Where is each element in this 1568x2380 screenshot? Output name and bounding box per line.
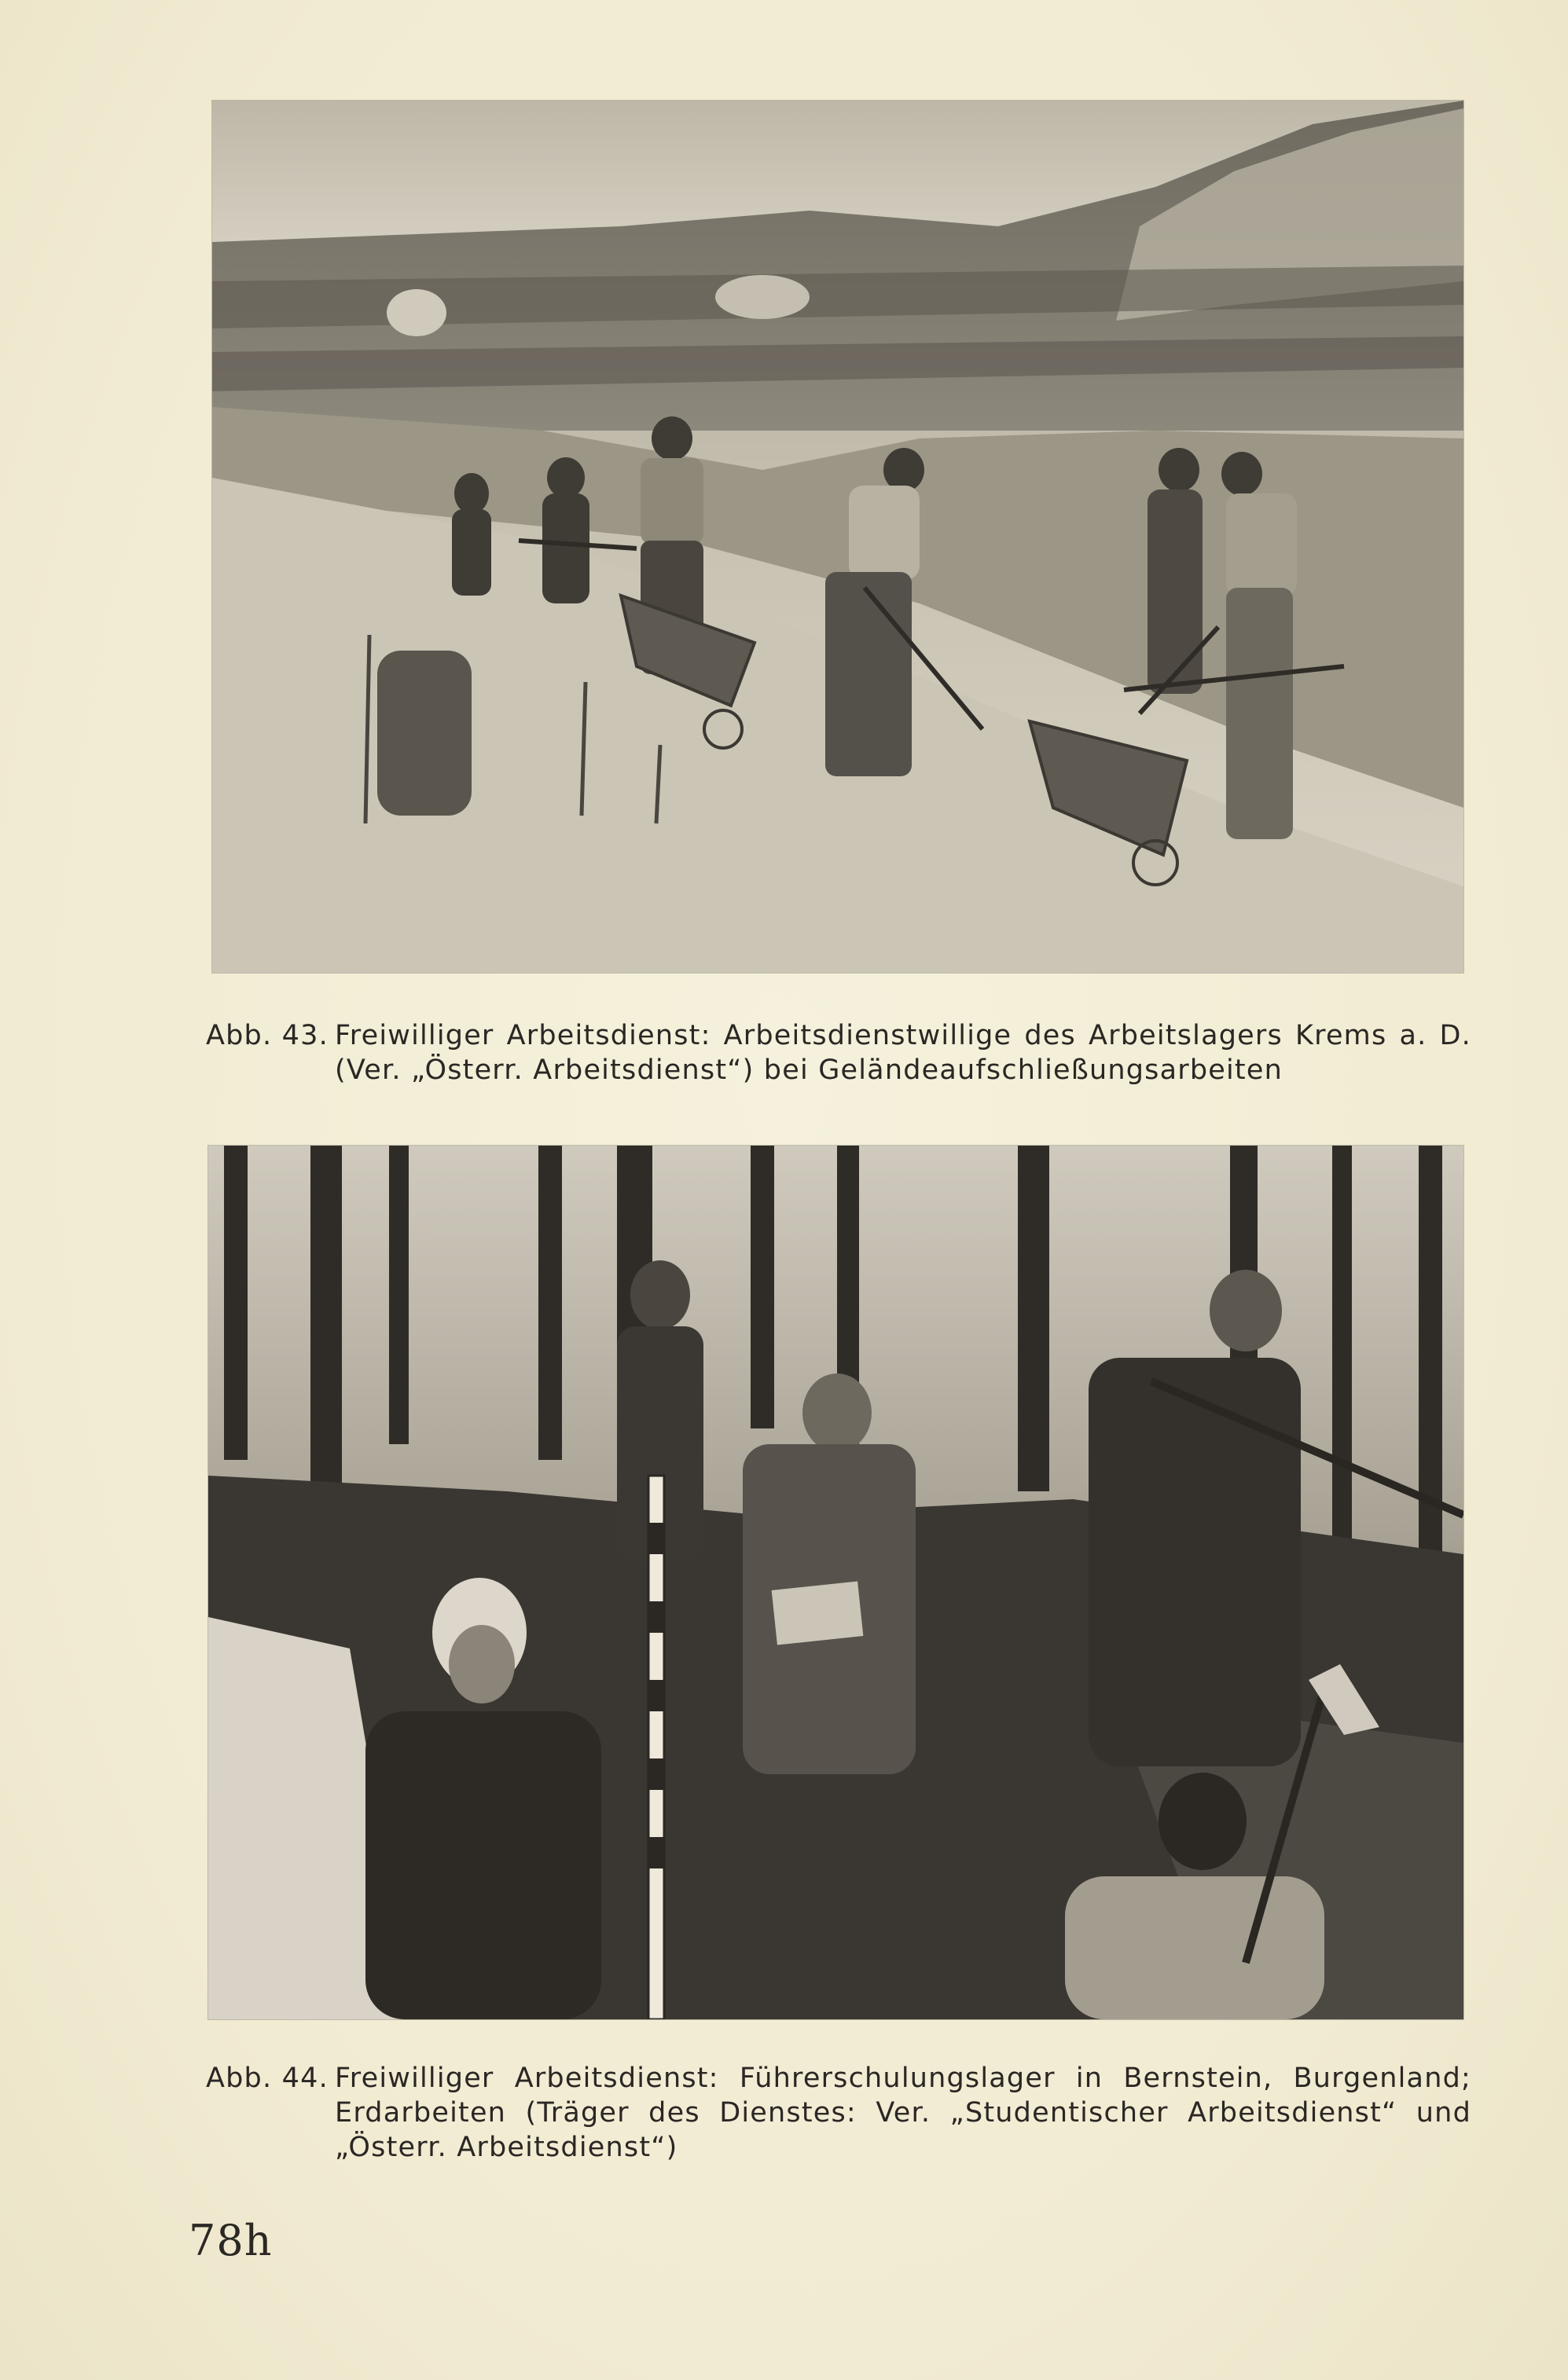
- photo-2-image: [208, 1146, 1463, 2019]
- caption-figure-43: [206, 1018, 1471, 1087]
- photo-labor-camp-krems: [212, 101, 1463, 973]
- caption-line: „Österr. Arbeitsdienst“): [335, 2132, 678, 2163]
- photo-training-camp-bernstein: [208, 1146, 1463, 2019]
- caption-line: Freiwilliger Arbeitsdienst: Führerschulungslager in Bernstein, Burgenland;: [335, 2063, 1471, 2094]
- caption-number: Abb. 44.: [206, 2063, 329, 2094]
- page-number: 78h: [189, 2216, 273, 2265]
- photo-1-image: [212, 101, 1463, 973]
- caption-line: Erdarbeiten (Träger des Dienstes: Ver. „Studentischer Arbeitsdienst“ und: [335, 2097, 1471, 2129]
- caption-number: Abb. 43.: [206, 1020, 329, 1051]
- caption-line: Freiwilliger Arbeitsdienst: Arbeitsdienstwillige des Arbeitslagers Krems a. D.: [335, 1020, 1471, 1051]
- caption-figure-44: [206, 2061, 1471, 2165]
- caption-line: (Ver. „Österr. Arbeitsdienst“) bei Geländeaufschließungsarbeiten: [335, 1054, 1283, 1086]
